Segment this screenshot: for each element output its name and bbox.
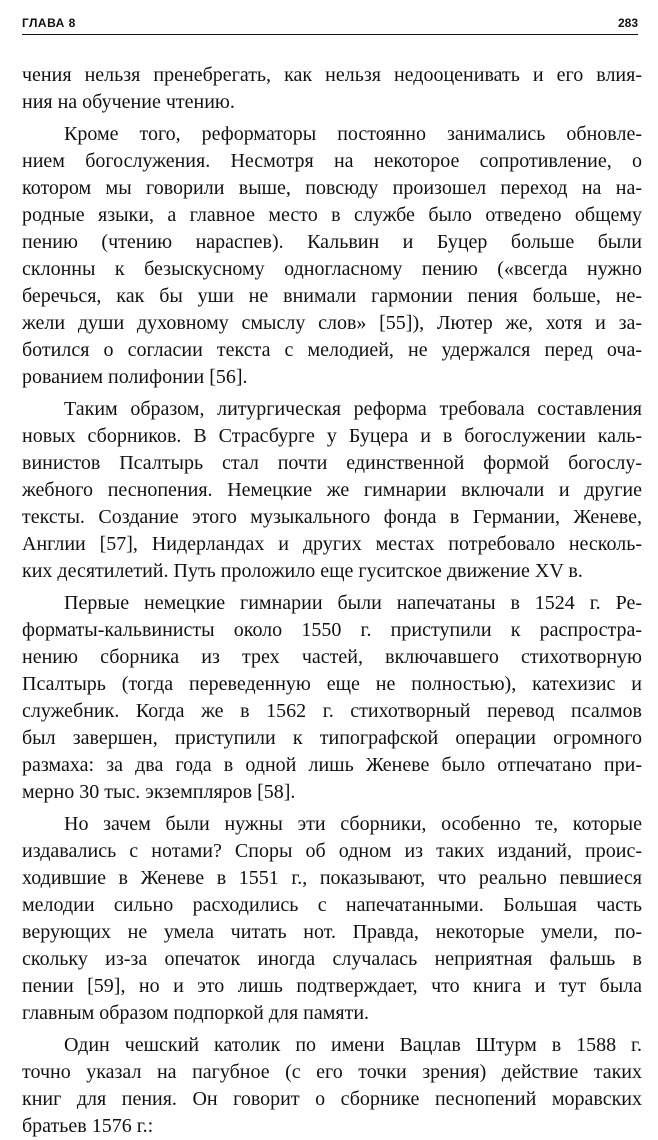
paragraph: [22, 121, 642, 391]
text-line: издавались с нотами? Споры об одном из таких изданий, проис-: [22, 840, 642, 862]
text-line: новых сборников. В Страсбурге у Буцера и в богослужении каль-: [22, 425, 642, 447]
text-line: размаха: за два года в одной лишь Женеве было отпечатано при-: [22, 754, 642, 776]
text-line: нием богослужения. Несмотря на некоторое сопротивление, о: [22, 150, 642, 172]
paragraph: [22, 811, 642, 1027]
text-line: был завершен, приступили к типографской операции огромного: [22, 727, 642, 749]
text-line: Один чешский католик по имени Вацлав Штурм в 1588 г.: [64, 1034, 642, 1056]
text-line: винистов Псалтырь стал почти единственной формой богослу-: [22, 452, 642, 474]
text-line: Кроме того, реформаторы постоянно занимались обновле-: [64, 123, 642, 145]
text-line: Но зачем были нужны эти сборники, особенно те, которые: [64, 813, 642, 835]
text-line: Таким образом, литургическая реформа требовала составления: [64, 398, 642, 420]
paragraph: [22, 396, 642, 585]
text-line: скольку из-за опечаток иногда случалась неприятная фальшь в: [22, 948, 642, 970]
paragraph: [22, 1032, 642, 1140]
running-header: [22, 14, 638, 35]
text-line: родные языки, а главное место в службе было отведено общему: [22, 204, 642, 226]
paragraph: [22, 62, 642, 116]
text-line: верующих не умела читать нот. Правда, некоторые умели, по-: [22, 921, 642, 943]
text-line: Псалтырь (тогда переведенную еще не полностью), катехизис и: [22, 673, 642, 695]
text-line: мерно 30 тыс. экземпляров [58].: [22, 781, 296, 803]
chapter-title: ГЛАВА 8: [22, 16, 76, 30]
text-line: ходившие в Женеве в 1551 г., показывают, что реально певшиеся: [22, 867, 642, 889]
text-line: ния на обучение чтению.: [22, 91, 235, 113]
text-line: рованием полифонии [56].: [22, 366, 248, 388]
text-line: беречься, как бы уши не внимали гармонии пения больше, не-: [22, 285, 642, 307]
text-line: точно указал на пагубное (с его точки зрения) действие таких: [22, 1061, 642, 1083]
text-line: книг для пения. Он говорит о сборнике песнопений моравских: [22, 1088, 642, 1110]
text-line: мелодии сильно расходились с напечатанными. Большая часть: [22, 894, 642, 916]
text-line: пении [59], но и это лишь подтверждает, что книга и тут была: [22, 975, 642, 997]
text-line: ботился о согласии текста с мелодией, не удержался перед оча-: [22, 339, 642, 361]
text-line: форматы-кальвинисты около 1550 г. приступили к распростра-: [22, 619, 642, 641]
body-text: [22, 62, 642, 1140]
text-line: Англии [57], Нидерландах и других местах потребовало несколь-: [22, 533, 642, 555]
text-line: чения нельзя пренебрегать, как нельзя недооценивать и его влия-: [22, 64, 642, 86]
text-line: Первые немецкие гимнарии были напечатаны в 1524 г. Ре-: [64, 592, 642, 614]
text-line: котором мы говорили выше, повсюду произошел переход на на-: [22, 177, 642, 199]
text-line: склонны к безыскусному одногласному пению («всегда нужно: [22, 258, 642, 280]
text-line: нению сборника из трех частей, включавшего стихотворную: [22, 646, 642, 668]
text-line: жебного песнопения. Немецкие же гимнарии включали и другие: [22, 479, 642, 501]
text-line: главным образом подпоркой для памяти.: [22, 1002, 370, 1024]
text-line: братьев 1576 г.:: [22, 1115, 154, 1137]
paragraph: [22, 590, 642, 806]
page-number: 283: [617, 16, 638, 30]
text-line: ких десятилетий. Путь проложило еще гуситское движение XV в.: [22, 560, 583, 582]
text-line: тексты. Создание этого музыкального фонда в Германии, Женеве,: [22, 506, 642, 528]
text-line: жели души духовному смыслу слов» [55]), Лютер же, хотя и за-: [22, 312, 642, 334]
text-line: пению (чтению нараспев). Кальвин и Буцер больше были: [22, 231, 642, 253]
text-line: служебник. Когда же в 1562 г. стихотворный перевод псалмов: [22, 700, 642, 722]
